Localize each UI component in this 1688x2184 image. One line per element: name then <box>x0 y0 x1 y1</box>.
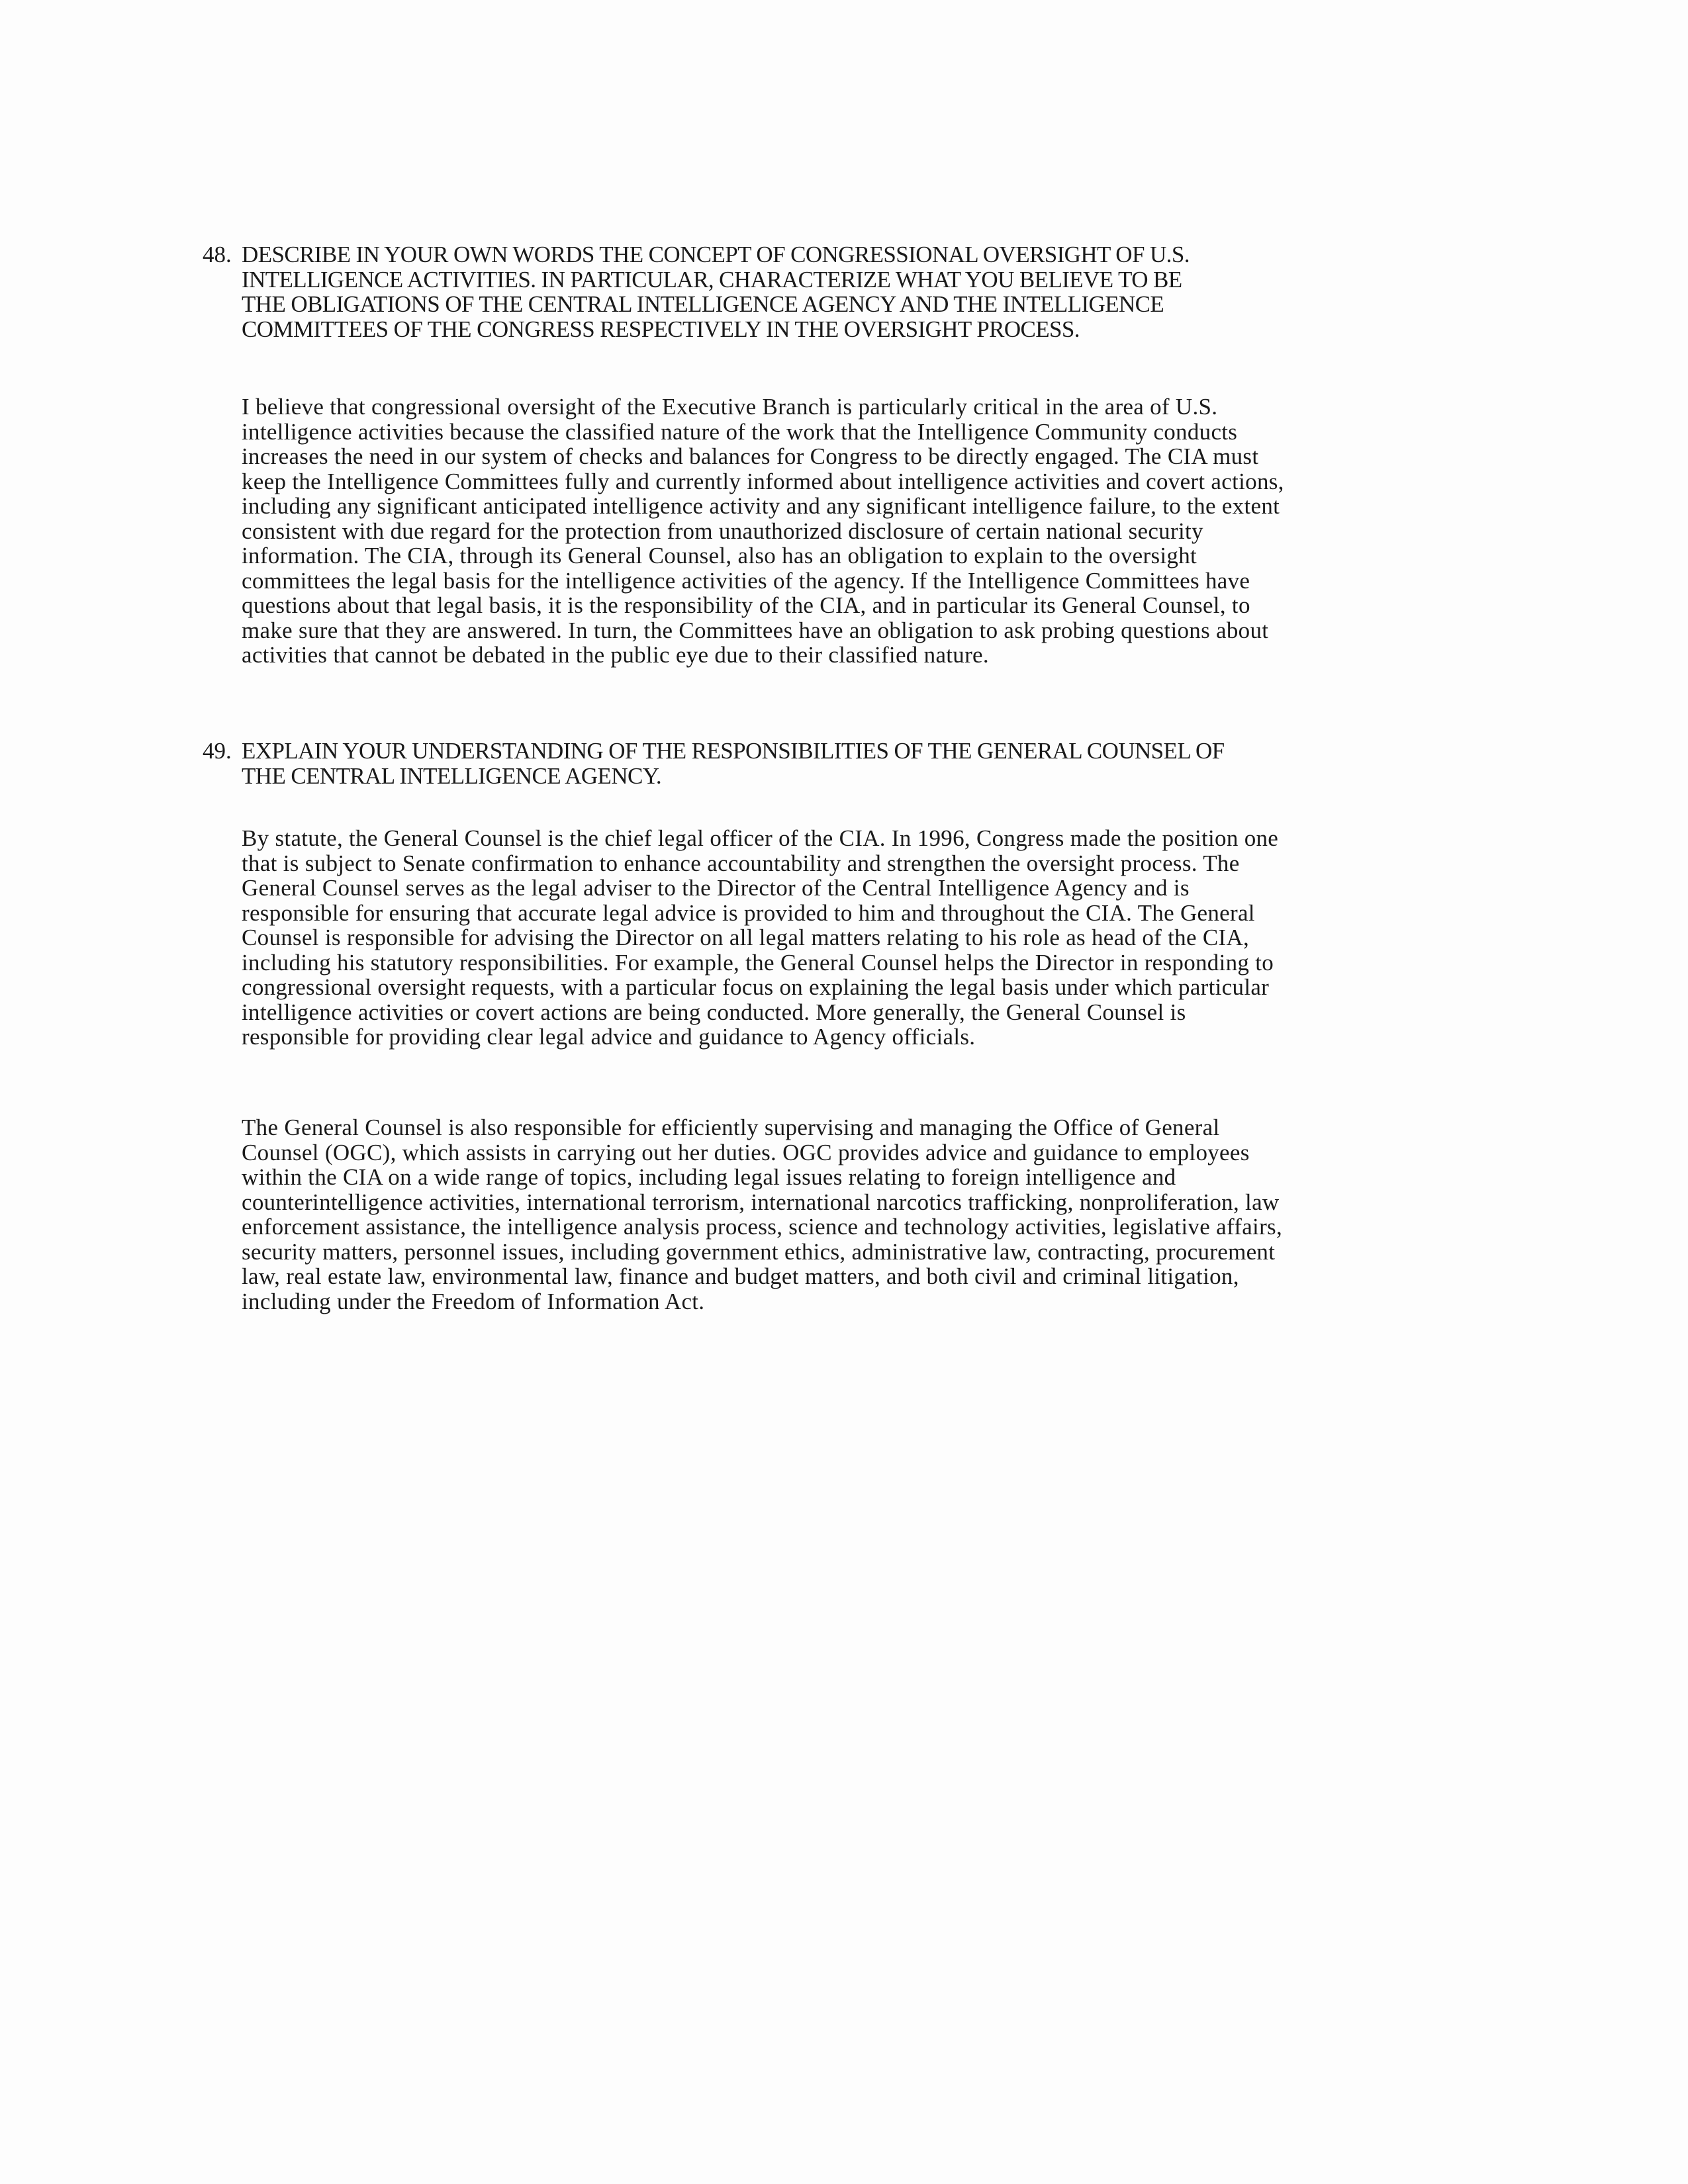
text-line: The General Counsel is also responsible for efficiently supervising and managing the Office of General <box>242 1115 1220 1140</box>
text-line: intelligence activities or covert actions are being conducted. More generally, the General Counsel is <box>242 999 1186 1025</box>
text-line: General Counsel serves as the legal adviser to the Director of the Central Intelligence Agency and is <box>242 875 1190 901</box>
text-line: increases the need in our system of checks and balances for Congress to be directly engaged. The CIA must <box>242 443 1259 469</box>
answer-paragraph <box>242 1115 1282 1314</box>
question-heading <box>242 242 1190 341</box>
text-line: committees the legal basis for the intelligence activities of the agency. If the Intelligence Committees have <box>242 567 1250 594</box>
text-line: congressional oversight requests, with a particular focus on explaining the legal basis under which particular <box>242 974 1270 1000</box>
text-line: law, real estate law, environmental law, finance and budget matters, and both civil and criminal litigation, <box>242 1263 1239 1289</box>
text-line: Counsel is responsible for advising the Director on all legal matters relating to his role as head of the CIA, <box>242 925 1250 950</box>
text-line: information. The CIA, through its General Counsel, also has an obligation to explain to the oversight <box>242 543 1197 569</box>
text-line: consistent with due regard for the protection from unauthorized disclosure of certain national security <box>242 518 1203 544</box>
text-line: questions about that legal basis, it is the responsibility of the CIA, and in particular its General Counsel, to <box>242 592 1250 618</box>
text-line: that is subject to Senate confirmation to enhance accountability and strengthen the oversight process. The <box>242 850 1240 876</box>
question-number: 49. <box>203 738 232 764</box>
answer-paragraph <box>242 394 1284 668</box>
text-line: security matters, personnel issues, including government ethics, administrative law, contracting, procurement <box>242 1238 1276 1265</box>
text-line: responsible for providing clear legal advice and guidance to Agency officials. <box>242 1024 976 1050</box>
text-line: make sure that they are answered. In turn, the Committees have an obligation to ask probing questions about <box>242 617 1269 643</box>
text-line: including under the Freedom of Information Act. <box>242 1288 705 1314</box>
text-line: activities that cannot be debated in the public eye due to their classified nature. <box>242 642 989 668</box>
text-line: I believe that congressional oversight of the Executive Branch is particularly critical in the area of U.S. <box>242 394 1218 420</box>
text-line: THE OBLIGATIONS OF THE CENTRAL INTELLIGENCE AGENCY AND THE INTELLIGENCE <box>242 291 1164 317</box>
text-line: EXPLAIN YOUR UNDERSTANDING OF THE RESPONSIBILITIES OF THE GENERAL COUNSEL OF <box>242 738 1225 764</box>
text-line: including his statutory responsibilities. For example, the General Counsel helps the Director in responding to <box>242 949 1274 976</box>
text-line: keep the Intelligence Committees fully and currently informed about intelligence activities and covert actions, <box>242 468 1284 494</box>
question-heading <box>242 739 1225 788</box>
text-line: including any significant anticipated intelligence activity and any significant intelligence failure, to the extent <box>242 493 1280 519</box>
text-line: enforcement assistance, the intelligence analysis process, science and technology activities, legislative affairs, <box>242 1214 1283 1240</box>
text-line: THE CENTRAL INTELLIGENCE AGENCY. <box>242 762 662 789</box>
text-line: within the CIA on a wide range of topics, including legal issues relating to foreign intelligence and <box>242 1164 1176 1190</box>
question-number: 48. <box>203 242 232 267</box>
text-line: counterintelligence activities, international terrorism, international narcotics trafficking, nonproliferation, law <box>242 1189 1280 1215</box>
answer-paragraph <box>242 826 1278 1050</box>
text-line: By statute, the General Counsel is the chief legal officer of the CIA. In 1996, Congress made the position one <box>242 825 1279 851</box>
text-line: INTELLIGENCE ACTIVITIES. IN PARTICULAR, CHARACTERIZE WHAT YOU BELIEVE TO BE <box>242 266 1182 293</box>
text-line: DESCRIBE IN YOUR OWN WORDS THE CONCEPT OF CONGRESSIONAL OVERSIGHT OF U.S. <box>242 242 1190 267</box>
text-line: COMMITTEES OF THE CONGRESS RESPECTIVELY IN THE OVERSIGHT PROCESS. <box>242 316 1080 342</box>
text-line: intelligence activities because the classified nature of the work that the Intelligence Community conducts <box>242 418 1238 445</box>
text-line: Counsel (OGC), which assists in carrying out her duties. OGC provides advice and guidance to employees <box>242 1139 1250 1165</box>
text-line: responsible for ensuring that accurate legal advice is provided to him and throughout the CIA. The General <box>242 899 1255 926</box>
